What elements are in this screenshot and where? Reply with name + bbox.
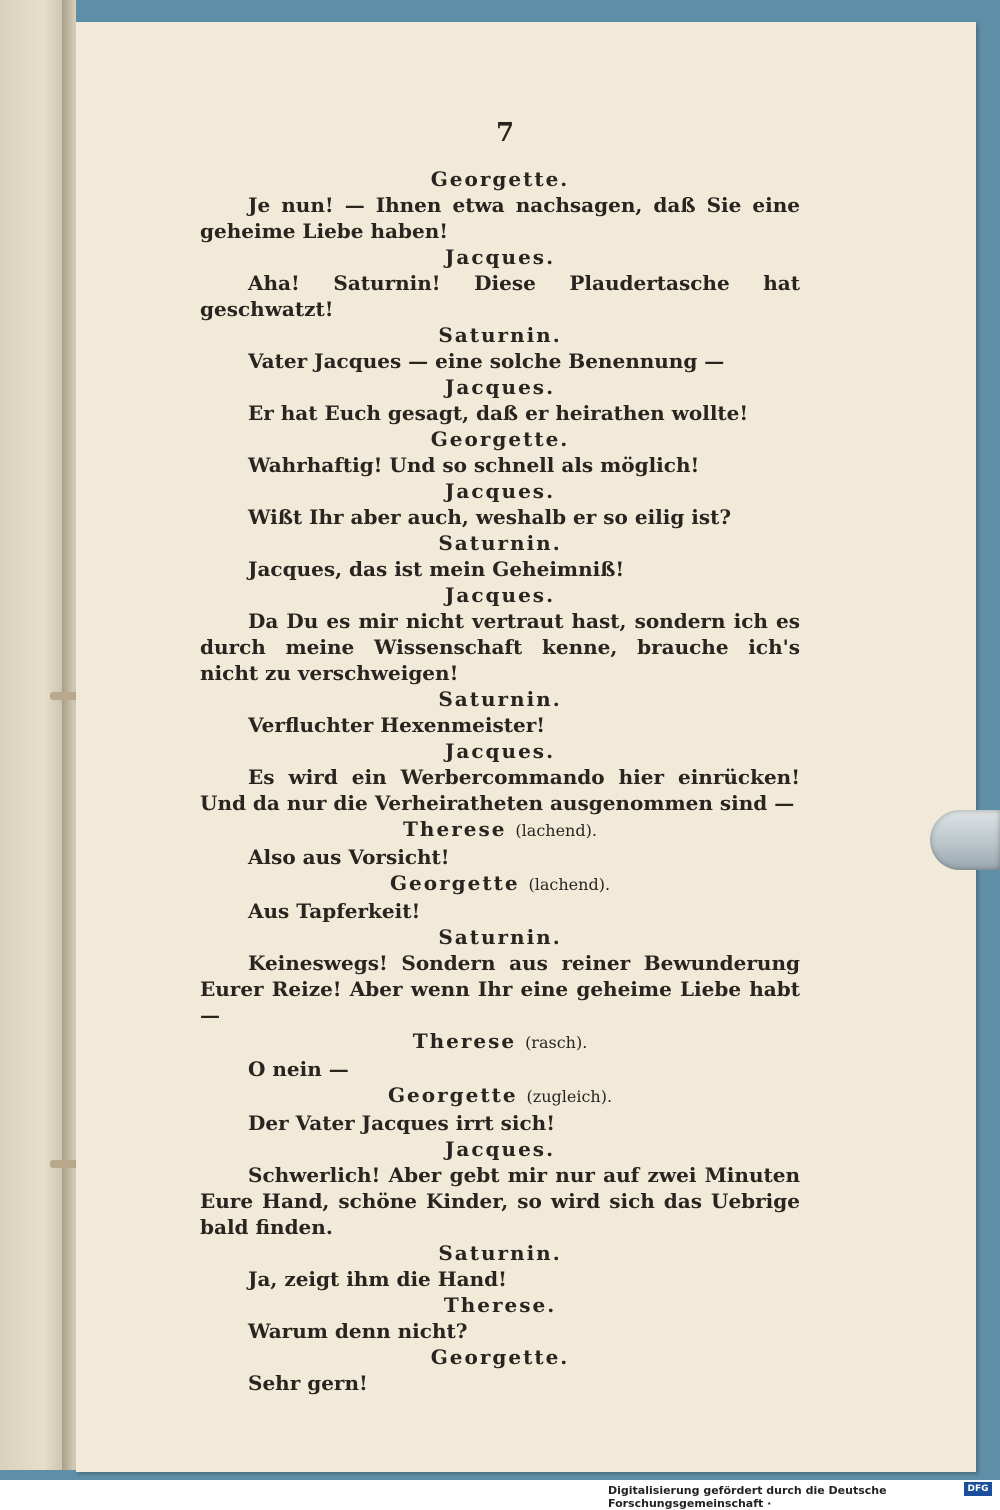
dialogue-line: Wißt Ihr aber auch, weshalb er so eilig ist?	[248, 505, 732, 529]
speaker-heading	[200, 1136, 800, 1162]
dialogue-line: Es wird ein Werbercommando hier einrücken! Und da nur die Verheiratheten ausgenommen sind —	[200, 765, 800, 815]
dialogue-line: Ja, zeigt ihm die Hand!	[248, 1267, 507, 1291]
dialogue-line: Schwerlich! Aber gebt mir nur auf zwei Minuten Eure Hand, schöne Kinder, so wird sich das Uebrige bald finden.	[200, 1163, 800, 1239]
speaker-name: Saturnin.	[438, 1241, 562, 1265]
stage-direction: (lachend).	[528, 875, 611, 894]
speaker-name: Jacques.	[444, 583, 556, 607]
page-clip	[930, 810, 1000, 870]
dialogue-text	[200, 166, 800, 1396]
dialogue-line: Aha! Saturnin! Diese Plaudertasche hat geschwatzt!	[200, 271, 800, 321]
speaker-heading	[200, 686, 800, 712]
speaker-name: Georgette	[389, 871, 520, 895]
speaker-name: Georgette.	[430, 1345, 570, 1369]
speaker-heading	[200, 1240, 800, 1266]
speaker-heading	[200, 166, 800, 192]
speaker-name: Therese	[403, 817, 507, 841]
speaker-name: Jacques.	[444, 1137, 556, 1161]
speaker-heading	[200, 374, 800, 400]
dialogue-line: Da Du es mir nicht vertraut hast, sondern ich es durch meine Wissenschaft kenne, brauche ich's nicht zu verschweigen!	[200, 609, 800, 685]
dialogue-line: Wahrhaftig! Und so schnell als möglich!	[248, 453, 700, 477]
speaker-heading	[200, 478, 800, 504]
dialogue-line: Er hat Euch gesagt, daß er heirathen wollte!	[248, 401, 749, 425]
speaker-heading	[200, 1028, 800, 1056]
dialogue-line: Verfluchter Hexenmeister!	[248, 713, 546, 737]
speaker-heading	[200, 1082, 800, 1110]
dialogue-line: Aus Tapferkeit!	[248, 899, 421, 923]
dialogue-line: Jacques, das ist mein Geheimniß!	[248, 557, 625, 581]
speaker-name: Saturnin.	[438, 687, 562, 711]
facing-page-edge	[0, 0, 64, 1470]
dialogue-line: Der Vater Jacques irrt sich!	[248, 1111, 555, 1135]
speaker-heading	[200, 426, 800, 452]
speaker-name: Georgette	[387, 1083, 518, 1107]
speaker-name: Saturnin.	[438, 925, 562, 949]
dialogue-line: Warum denn nicht?	[248, 1319, 468, 1343]
speaker-name: Therese	[412, 1029, 517, 1053]
speaker-heading	[200, 738, 800, 764]
speaker-heading	[200, 1344, 800, 1370]
dialogue-line: Vater Jacques — eine solche Benennung —	[248, 349, 725, 373]
speaker-heading	[200, 870, 800, 898]
speaker-name: Therese.	[443, 1293, 557, 1317]
book-gutter	[62, 0, 76, 1470]
dfg-logo: DFG	[964, 1482, 992, 1496]
speaker-heading	[200, 816, 800, 844]
speaker-name: Jacques.	[444, 739, 556, 763]
speaker-heading	[200, 582, 800, 608]
speaker-name: Jacques.	[444, 245, 556, 269]
speaker-heading	[200, 924, 800, 950]
speaker-heading	[200, 322, 800, 348]
dialogue-line: Also aus Vorsicht!	[248, 845, 450, 869]
dialogue-line: Sehr gern!	[248, 1371, 368, 1395]
dialogue-line: Keineswegs! Sondern aus reiner Bewunderung Eurer Reize! Aber wenn Ihr eine geheime Liebe habt —	[200, 951, 800, 1027]
speaker-name: Saturnin.	[438, 323, 562, 347]
speaker-name: Georgette.	[430, 427, 570, 451]
digitization-credit: Digitalisierung gefördert durch die Deutsche Forschungsgemeinschaft ·	[608, 1484, 887, 1510]
speaker-heading	[200, 244, 800, 270]
stage-direction: (lachend).	[515, 821, 597, 840]
stage-direction: (rasch).	[525, 1033, 588, 1052]
speaker-name: Georgette.	[430, 167, 570, 191]
dialogue-line: O nein —	[248, 1057, 349, 1081]
speaker-name: Saturnin.	[438, 531, 562, 555]
speaker-heading	[200, 530, 800, 556]
speaker-heading	[200, 1292, 800, 1318]
page-number: 7	[496, 118, 515, 148]
speaker-name: Jacques.	[444, 479, 556, 503]
speaker-name: Jacques.	[444, 375, 556, 399]
stage-direction: (zugleich).	[526, 1087, 613, 1106]
dialogue-line: Je nun! — Ihnen etwa nachsagen, daß Sie eine geheime Liebe haben!	[200, 193, 800, 243]
